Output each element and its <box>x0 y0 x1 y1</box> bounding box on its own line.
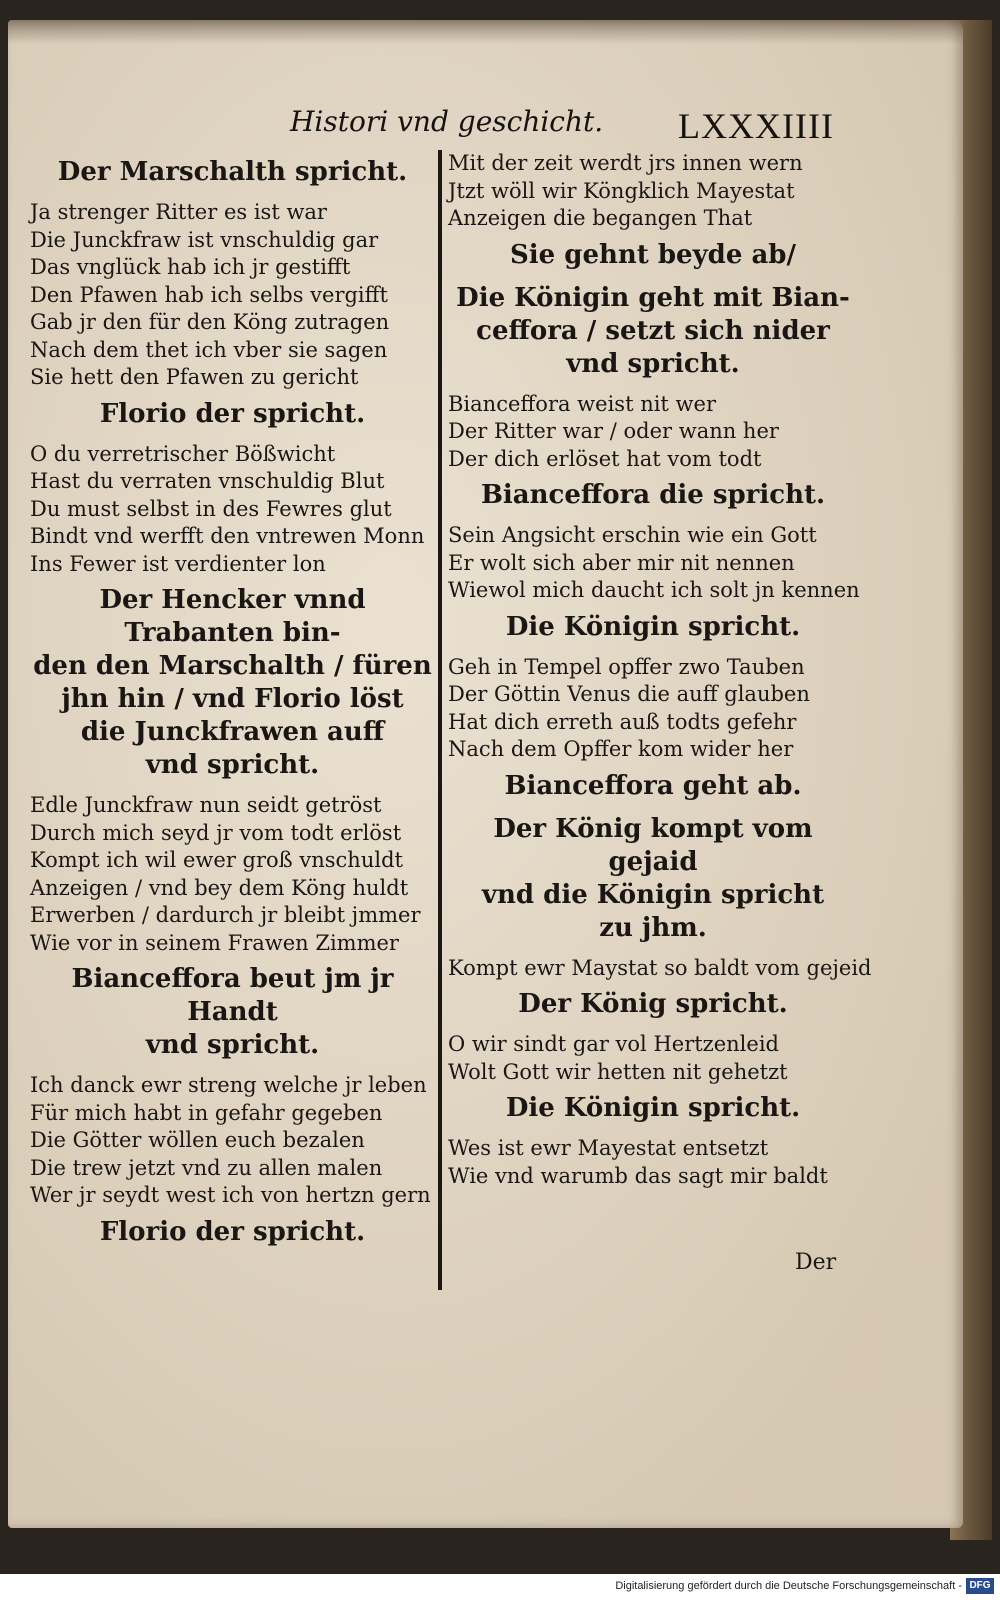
verse-line: Der dich erlöset hat vom todt <box>448 446 762 471</box>
right-column <box>448 150 872 1190</box>
verse-line: Hast du verraten vnschuldig Blut <box>30 469 385 493</box>
verse-line: Gab jr den für den Köng zutragen <box>30 310 390 334</box>
verse-line: Nach dem thet ich vber sie sagen <box>30 337 388 362</box>
verse-line: Der Ritter war / oder wann her <box>448 419 779 443</box>
column-rule <box>438 150 442 1290</box>
page-shadow <box>8 20 963 44</box>
speaker-heading: Florio der spricht. <box>99 1216 366 1247</box>
verse-line: Ins Fewer ist verdienter lon <box>30 551 326 576</box>
folio-number: LXXXIIII <box>678 106 834 146</box>
verse-line: Wer jr seydt west ich von hertzn gern <box>30 1183 431 1207</box>
verse-line: Die Junckfraw ist vnschuldig gar <box>30 227 379 252</box>
dfg-logo: DFG <box>966 1578 994 1594</box>
verse-line: Wiewol mich daucht ich solt jn kennen <box>448 578 860 602</box>
verse-line: Ich danck ewr streng welche jr leben <box>30 1073 427 1097</box>
left-column <box>30 150 435 1259</box>
verse-line: Edle Junckfraw nun seidt getröst <box>30 793 382 817</box>
speaker-heading: Der Hencker vnnd Trabanten bin- den den Marschalth / füren jhn hin / vnd Florio löst die Junckfrawen auff vnd spricht. <box>33 585 432 780</box>
verse-line: Ja strenger Ritter es ist war <box>30 200 327 224</box>
speaker-heading: Die Königin spricht. <box>505 1093 801 1123</box>
verse-line: Das vnglück hab ich jr gestifft <box>30 255 351 279</box>
verse-line: Du must selbst in des Fewres glut <box>30 496 392 521</box>
verse-line: Bianceffora weist nit wer <box>448 391 716 416</box>
verse-line: Kompt ich wil ewer groß vnschuldt <box>30 848 403 872</box>
verse-line: Der Göttin Venus die auff glauben <box>448 682 810 706</box>
verse-line: Wie vnd warumb das sagt mir baldt <box>448 1163 828 1188</box>
running-head <box>0 105 1000 145</box>
verse-line: Anzeigen die begangen That <box>448 206 753 230</box>
running-title: Histori vnd geschicht. <box>290 105 604 138</box>
speaker-heading: Die Königin geht mit Bian- ceffora / setzt sich nider vnd spricht. <box>456 282 850 379</box>
verse-line: O du verretrischer Bößwicht <box>30 441 336 466</box>
catchword: Der <box>795 1250 837 1275</box>
verse-line: Durch mich seyd jr vom todt erlöst <box>30 820 402 845</box>
speaker-heading: Die Königin spricht. <box>505 611 801 642</box>
verse-line: Bindt vnd werfft den vntrewen Monn <box>30 524 425 548</box>
verse-line: Er wolt sich aber mir nit nennen <box>448 550 795 575</box>
footer-credit: Digitalisierung gefördert durch die Deutsche Forschungsgemeinschaft - <box>615 1580 962 1592</box>
verse-line: Für mich habt in gefahr gegeben <box>30 1100 383 1125</box>
speaker-heading: Bianceffora geht ab. <box>504 770 802 801</box>
verse-line: Mit der zeit werdt jrs innen wern <box>448 151 803 175</box>
speaker-heading: Der König kompt vom gejaid vnd die Königin spricht zu jhm. <box>481 813 825 943</box>
speaker-heading: Der König spricht. <box>518 989 788 1019</box>
speaker-heading: Florio der spricht. <box>99 398 366 429</box>
verse-line: Hat dich erreth auß todts gefehr <box>448 709 797 734</box>
verse-line: Anzeigen / vnd bey dem Köng huldt <box>30 875 409 900</box>
speaker-heading: Der Marschalth spricht. <box>57 157 408 187</box>
speaker-heading: Bianceffora beut jm jr Handt vnd spricht. <box>71 964 394 1060</box>
verse-line: Die Götter wöllen euch bezalen <box>30 1128 365 1152</box>
verse-line: Die trew jetzt vnd zu allen malen <box>30 1155 383 1180</box>
verse-line: Den Pfawen hab ich selbs vergifft <box>30 282 388 307</box>
verse-line: Jtzt wöll wir Köngklich Mayestat <box>448 178 795 203</box>
verse-line: Sie hett den Pfawen zu gericht <box>30 365 359 389</box>
verse-line: Wie vor in seinem Frawen Zimmer <box>30 930 399 955</box>
speaker-heading: Bianceffora die spricht. <box>480 480 826 510</box>
speaker-heading: Sie gehnt beyde ab/ <box>510 239 796 270</box>
footer-bar <box>0 1574 1000 1600</box>
verse-line: Wes ist ewr Mayestat entsetzt <box>448 1136 769 1160</box>
verse-line: Nach dem Opffer kom wider her <box>448 737 794 761</box>
verse-line: O wir sindt gar vol Hertzenleid <box>448 1032 779 1056</box>
verse-line: Kompt ewr Maystat so baldt vom gejeid <box>448 955 872 980</box>
verse-line: Geh in Tempel opffer zwo Tauben <box>448 654 805 679</box>
verse-line: Sein Angsicht erschin wie ein Gott <box>448 523 817 547</box>
verse-line: Erwerben / dardurch jr bleibt jmmer <box>30 903 421 927</box>
verse-line: Wolt Gott wir hetten nit gehetzt <box>448 1059 788 1084</box>
